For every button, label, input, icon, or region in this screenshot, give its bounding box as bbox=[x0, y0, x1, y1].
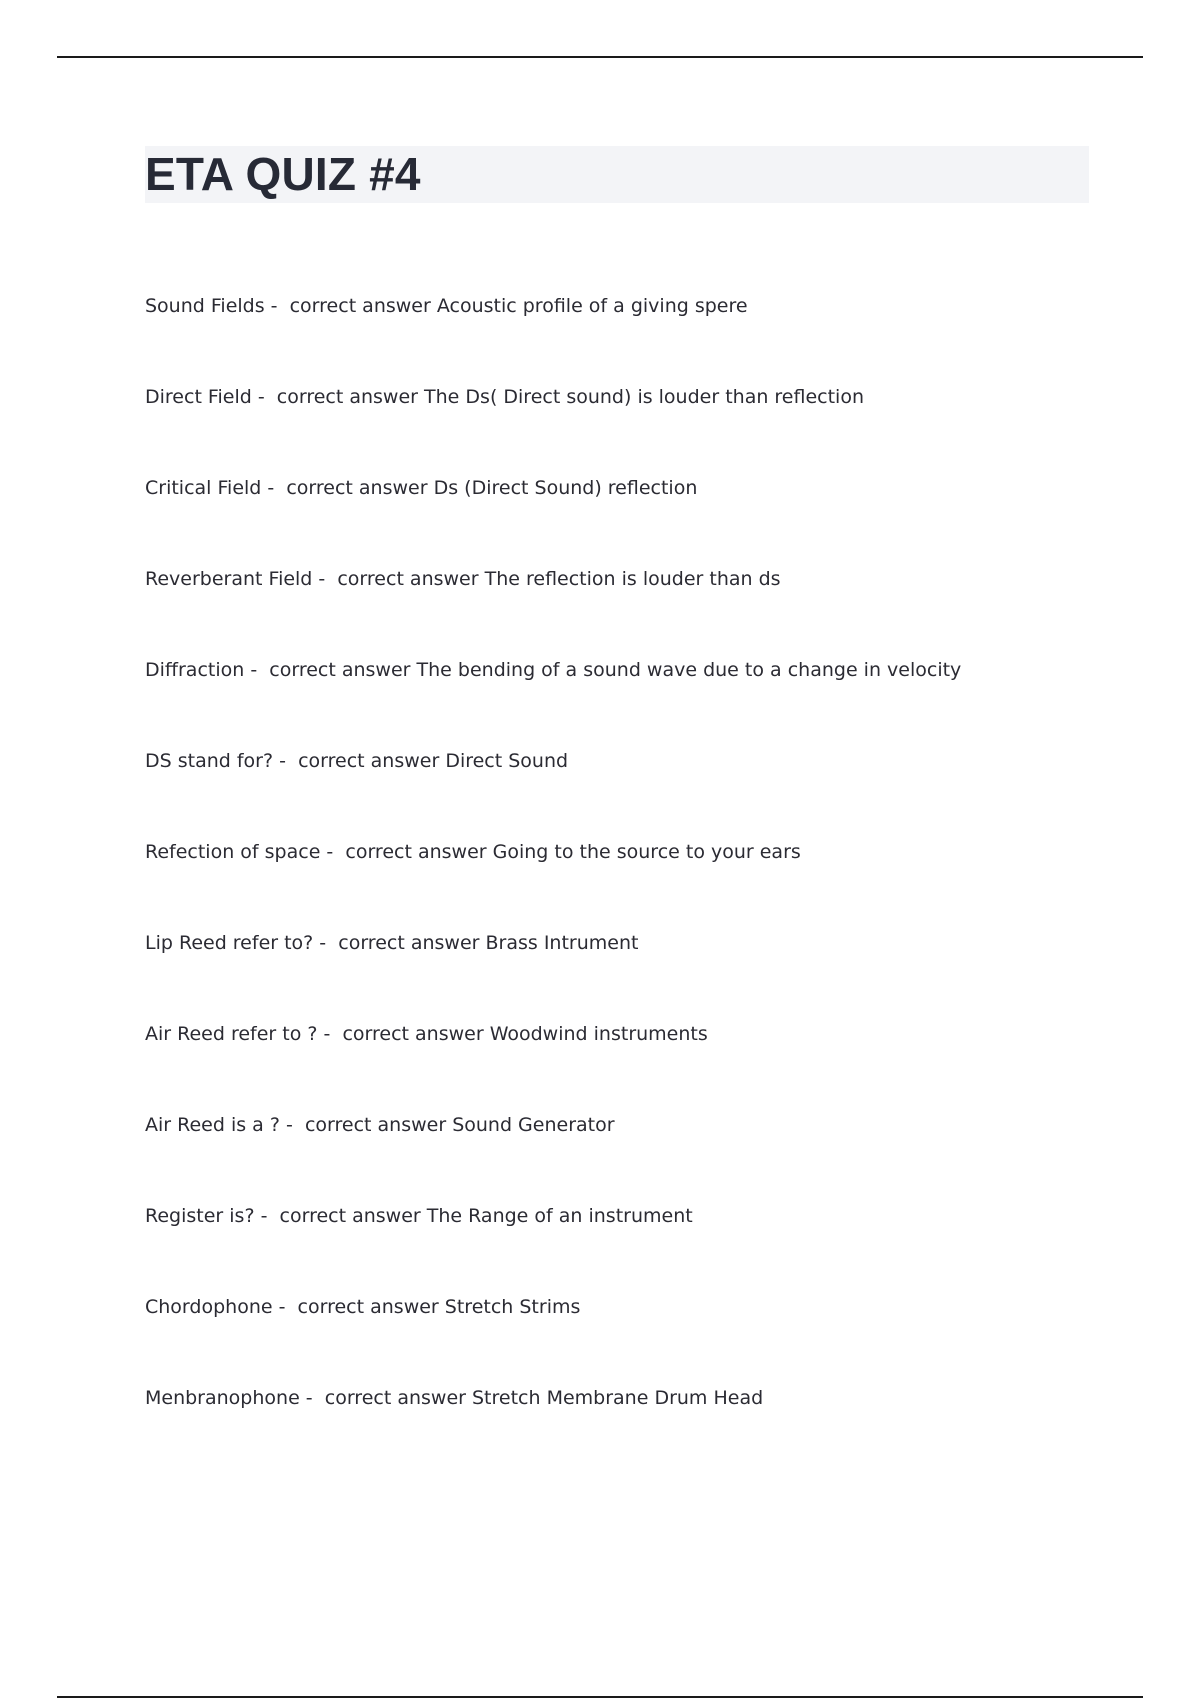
qa-separator: - bbox=[251, 386, 277, 408]
qa-answer: The bending of a sound wave due to a change in velocity bbox=[416, 659, 962, 681]
qa-term: Air Reed refer to ? bbox=[145, 1023, 318, 1045]
qa-answer: Acoustic profile of a giving spere bbox=[436, 295, 748, 317]
qa-answer-label: correct answer bbox=[338, 932, 480, 954]
qa-item bbox=[145, 745, 1089, 836]
qa-item bbox=[145, 381, 1089, 472]
qa-item bbox=[145, 836, 1089, 927]
qa-item bbox=[145, 1018, 1089, 1109]
qa-item bbox=[145, 927, 1089, 1018]
qa-answer-label: correct answer bbox=[286, 477, 428, 499]
qa-answer-label: correct answer bbox=[269, 659, 411, 681]
qa-term: Diffraction bbox=[145, 659, 245, 681]
qa-term: Refection of space bbox=[145, 841, 321, 863]
qa-term: Critical Field bbox=[145, 477, 262, 499]
qa-separator: - bbox=[244, 659, 270, 681]
qa-answer: Sound Generator bbox=[452, 1114, 615, 1136]
qa-answer-label: correct answer bbox=[304, 1114, 447, 1136]
qa-item bbox=[145, 1109, 1089, 1200]
bottom-rule bbox=[57, 1696, 1143, 1698]
qa-item bbox=[145, 472, 1089, 563]
qa-separator: - bbox=[279, 1114, 305, 1136]
qa-answer-label: correct answer bbox=[324, 1387, 466, 1409]
qa-item bbox=[145, 1200, 1089, 1291]
qa-answer-label: correct answer bbox=[298, 750, 440, 772]
qa-separator: - bbox=[317, 1023, 343, 1045]
qa-item bbox=[145, 563, 1089, 654]
page-title: ETA QUIZ #4 bbox=[145, 148, 421, 200]
qa-answer-label: correct answer bbox=[297, 1296, 439, 1318]
qa-answer: Woodwind instruments bbox=[489, 1023, 708, 1045]
qa-item bbox=[145, 1291, 1089, 1382]
qa-answer: Direct Sound bbox=[445, 750, 569, 772]
qa-term: Reverberant Field bbox=[145, 568, 313, 590]
qa-answer: The reflection is louder than ds bbox=[484, 568, 781, 590]
qa-separator: - bbox=[273, 750, 299, 772]
qa-term: Sound Fields bbox=[145, 295, 265, 317]
qa-answer: Ds (Direct Sound) reflection bbox=[433, 477, 698, 499]
qa-answer: Stretch Membrane Drum Head bbox=[472, 1387, 764, 1409]
qa-term: Direct Field bbox=[145, 386, 252, 408]
qa-term: Lip Reed refer to? bbox=[145, 932, 314, 954]
qa-answer-label: correct answer bbox=[279, 1205, 421, 1227]
qa-answer-label: correct answer bbox=[342, 1023, 484, 1045]
qa-answer-label: correct answer bbox=[337, 568, 479, 590]
qa-separator: - bbox=[320, 841, 346, 863]
qa-term: Menbranophone bbox=[145, 1387, 300, 1409]
qa-answer: Going to the source to your ears bbox=[492, 841, 801, 863]
qa-answer-label: correct answer bbox=[276, 386, 418, 408]
qa-separator: - bbox=[299, 1387, 325, 1409]
qa-answer-label: correct answer bbox=[289, 295, 431, 317]
qa-answer: The Range of an instrument bbox=[426, 1205, 693, 1227]
qa-term: DS stand for? bbox=[145, 750, 274, 772]
qa-item bbox=[145, 654, 1089, 745]
qa-answer: Brass Intrument bbox=[485, 932, 639, 954]
qa-separator: - bbox=[312, 568, 338, 590]
qa-term: Chordophone bbox=[145, 1296, 273, 1318]
qa-list bbox=[145, 290, 1089, 1473]
qa-separator: - bbox=[254, 1205, 280, 1227]
qa-term: Air Reed is a ? bbox=[145, 1114, 280, 1136]
qa-separator: - bbox=[272, 1296, 298, 1318]
qa-item bbox=[145, 1382, 1089, 1473]
qa-separator: - bbox=[313, 932, 339, 954]
qa-item bbox=[145, 290, 1089, 381]
qa-answer: Stretch Strims bbox=[444, 1296, 581, 1318]
qa-answer-label: correct answer bbox=[345, 841, 487, 863]
qa-separator: - bbox=[264, 295, 290, 317]
qa-term: Register is? bbox=[145, 1205, 255, 1227]
qa-answer: The Ds( Direct sound) is louder than reflection bbox=[424, 386, 864, 408]
top-rule bbox=[57, 56, 1143, 58]
qa-separator: - bbox=[261, 477, 287, 499]
